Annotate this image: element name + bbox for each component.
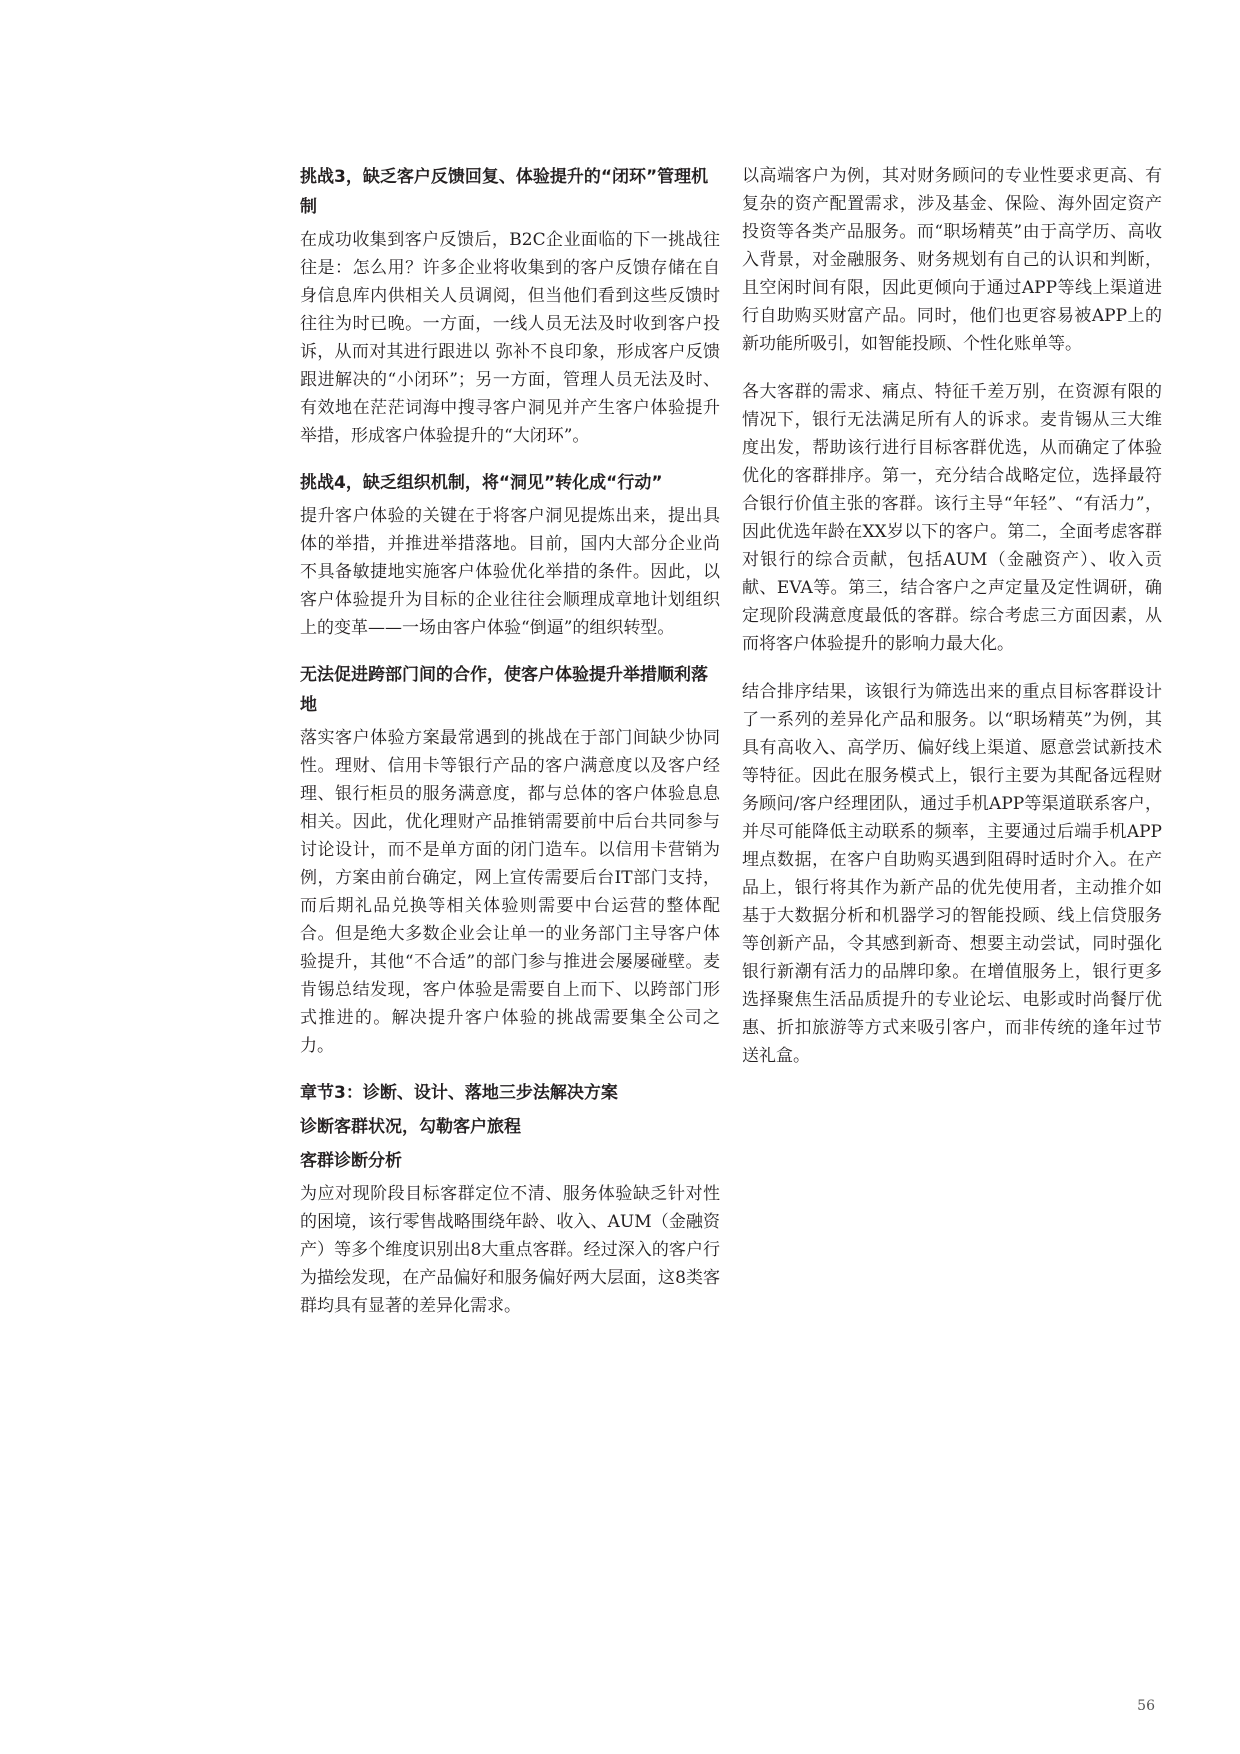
diagnosis-heading: 诊断客群状况，勾勒客户旅程 bbox=[300, 1117, 521, 1137]
right-column bbox=[742, 162, 1162, 1070]
right-para-3: 结合排序结果，该银行为筛选出来的重点目标客群设计了一系列的差异化产品和服务。以“职场精英”为例，其具有高收入、高学历、偏好线上渠道、愿意尝试新技术等特征。因此在服务模式上，银行主要为其配备远程财务顾问/客户经理团队，通过手机APP等渠道联系客户，并尽可能降低主动联系的频率，主要通过后端手机APP埋点数据，在客户自助购买遇到阻碍时适时介入。在产品上，银行将其作为新产品的优先使用者，主动推介如基于大数据分析和机器学习的智能投顾、线上信贷服务等创新产品，令其感到新奇、想要主动尝试，同时强化银行新潮有活力的品牌印象。在增值服务上，银行更多选择聚焦生活品质提升的专业论坛、电影或时尚餐厅优惠、折扣旅游等方式来吸引客户，而非传统的逢年过节送礼盒。 bbox=[742, 682, 1162, 1066]
page-number: 56 bbox=[1137, 1698, 1155, 1714]
challenge3-heading: 挑战3，缺乏客户反馈回复、体验提升的“闭环”管理机制 bbox=[300, 167, 709, 217]
challenge3-body: 在成功收集到客户反馈后，B2C企业面临的下一挑战往往是：怎么用？许多企业将收集到的客户反馈存储在自身信息库内供相关人员调阅，但当他们看到这些反馈时往往为时已晚。一方面，一线人员无法及时收到客户投诉，从而对其进行跟进以 弥补不良印象，形成客户反馈跟进解决的“小闭环”；另一方面，管理人员无法及时、有效地在茫茫词海中搜寻客户洞见并产生客户体验提升举措，形成客户体验提升的“大闭环”。 bbox=[300, 230, 720, 446]
cross-dept-heading: 无法促进跨部门间的合作，使客户体验提升举措顺利落地 bbox=[300, 665, 708, 715]
challenge4-heading: 挑战4，缺乏组织机制，将“洞见”转化成“行动” bbox=[300, 473, 663, 493]
left-column bbox=[300, 162, 720, 1320]
cross-dept-body: 落实客户体验方案最常遇到的挑战在于部门间缺少协同性。理财、信用卡等银行产品的客户满意度以及客户经理、银行柜员的服务满意度，都与总体的客户体验息息相关。因此，优化理财产品推销需要前中后台共同参与讨论设计，而不是单方面的闭门造车。以信用卡营销为例，方案由前台确定，网上宣传需要后台IT部门支持，而后期礼品兑换等相关体验则需要中台运营的整体配合。但是绝大多数企业会让单一的业务部门主导客户体验提升，其他“不合适”的部门参与推进会屡屡碰壁。麦肯锡总结发现，客户体验是需要自上而下、以跨部门形式推进的。解决提升客户体验的挑战需要集全公司之力。 bbox=[300, 728, 720, 1056]
challenge4-body: 提升客户体验的关键在于将客户洞见提炼出来，提出具体的举措，并推进举措落地。目前，国内大部分企业尚不具备敏捷地实施客户体验优化举措的条件。因此，以客户体验提升为目标的企业往往会顺理成章地计划组织上的变革——一场由客户体验“倒逼”的组织转型。 bbox=[300, 506, 720, 638]
right-para-1: 以高端客户为例，其对财务顾问的专业性要求更高、有复杂的资产配置需求，涉及基金、保险、海外固定资产投资等各类产品服务。而“职场精英”由于高学历、高收入背景，对金融服务、财务规划有自己的认识和判断，且空闲时间有限，因此更倾向于通过APP等线上渠道进行自助购买财富产品。同时，他们也更容易被APP上的新功能所吸引，如智能投顾、个性化账单等。 bbox=[742, 166, 1162, 354]
chapter3-heading: 章节3：诊断、设计、落地三步法解决方案 bbox=[300, 1083, 618, 1103]
right-para-2: 各大客群的需求、痛点、特征千差万别，在资源有限的情况下，银行无法满足所有人的诉求。麦肯锡从三大维度出发，帮助该行进行目标客群优选，从而确定了体验优化的客群排序。第一，充分结合战略定位，选择最符合银行价值主张的客群。该行主导“年轻”、“有活力”，因此优选年龄在XX岁以下的客户。第二，全面考虑客群对银行的综合贡献，包括AUM（金融资产）、收入贡献、EVA等。第三，结合客户之声定量及定性调研，确定现阶段满意度最低的客群。综合考虑三方面因素，从而将客户体验提升的影响力最大化。 bbox=[742, 382, 1162, 654]
segment-body: 为应对现阶段目标客群定位不清、服务体验缺乏针对性的困境，该行零售战略围绕年龄、收入、AUM（金融资产）等多个维度识别出8大重点客群。经过深入的客户行为描绘发现，在产品偏好和服务偏好两大层面，这8类客群均具有显著的差异化需求。 bbox=[300, 1184, 720, 1316]
segment-heading: 客群诊断分析 bbox=[300, 1151, 402, 1171]
